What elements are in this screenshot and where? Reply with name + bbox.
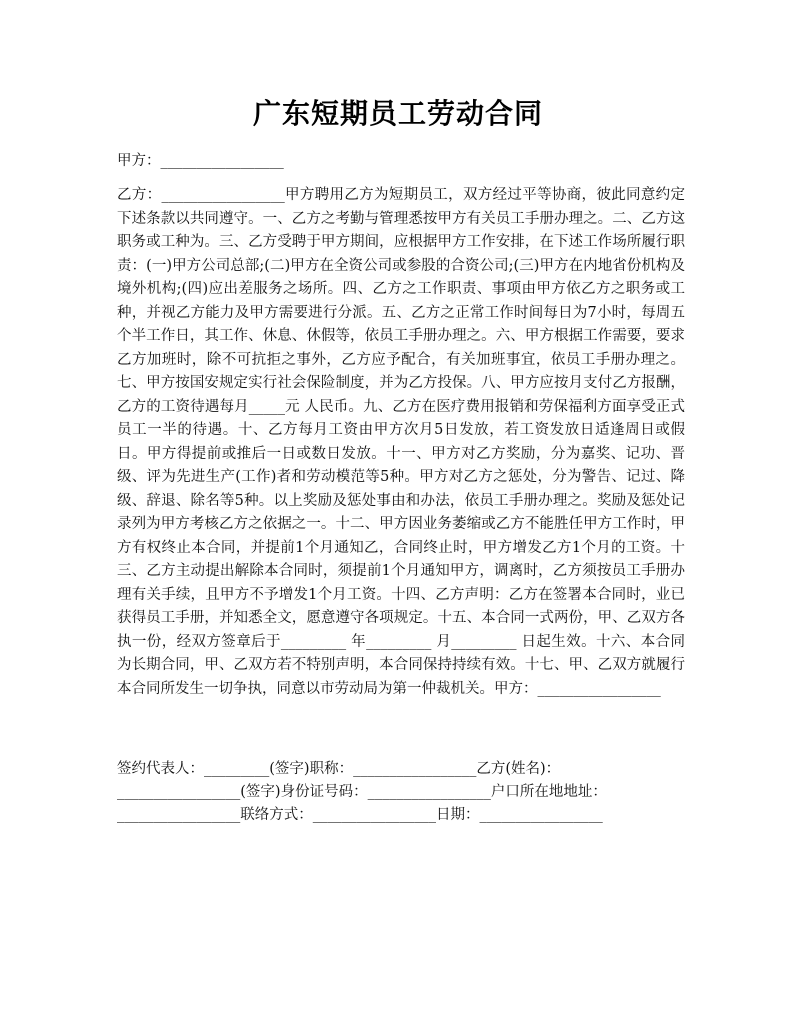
contract-body-text: 乙方：_________________甲方聘用乙方为短期员工，双方经过平等协商，彼此同意约定下述条款以共同遵守。一、乙方之考勤与管理悉按甲方有关员工手册办理之。二、乙方这职务或工种为。三、乙方受聘于甲方期间，应根据甲方工作安排，在下述工作场所履行职责：(一)甲方公司总部;(二)甲方在全资公司或参股的合资公司;(三)甲方在内地省份机构及境外机构;(四)应出差服务之场所。四、乙方之工作职责、事项由甲方依乙方之职务或工种，并视乙方能力及甲方需要进行分派。五、乙方之正常工作时间每日为7小时，每周五个半工作日，其工作、休息、休假等，依员工手册办理之。六、甲方根据工作需要，要求乙方加班时，除不可抗拒之事外，乙方应予配合，有关加班事宜，依员工手册办理之。七、甲方按国安规定实行社会保险制度，并为乙方投保。八、甲方应按月支付乙方报酬，乙方的工资待遇每月_____元 人民币。九、乙方在医疗费用报销和劳保福利方面享受正式员工一半的待遇。十、乙方每月工资由甲方次月5日发放，若工资发放日适逢周日或假日。甲方得提前或推后一日或数日发放。十一、甲方对乙方奖励，分为嘉奖、记功、晋级、评为先进生产(工作)者和劳动模范等5种。甲方对乙方之惩处，分为警告、记过、降级、辞退、除名等5种。以上奖励及惩处事由和办法，依员工手册办理之。奖励及惩处记录列为甲方考核乙方之依据之一。十二、甲方因业务萎缩或乙方不能胜任甲方工作时，甲方有权终止本合同，并提前1个月通知乙，合同终止时，甲方增发乙方1个月的工资。十三、乙方主动提出解除本合同时，须提前1个月通知甲方，调离时，乙方须按员工手册办理有关手续，且甲方不予增发1个月工资。十四、乙方声明：乙方在签署本合同时，业已获得员工手册，并知悉全文，愿意遵守各项规定。十五、本合同一式两份，甲、乙双方各执一份，经双方签章后于_________ 年_________ 月_________ 日起生效。十六、本合同为长期合同，甲、乙双方若不特别声明，本合同保持持续有效。十七、甲、乙双方就履行本合同所发生一切争执，同意以市劳动局为第一仲裁机关。甲方：_________________ [117, 187, 685, 697]
signature-line-2: _________________(签字)身份证号码：_________________户口所在地地址： [117, 784, 607, 800]
signature-line-1: 签约代表人：_________(签字)职称：_________________乙方(姓名)： [117, 761, 561, 777]
page-title: 广东短期员工劳动合同 [252, 97, 543, 130]
party-a-line: 甲方：_________________ [117, 153, 284, 169]
signature-line-3: _________________联络方式：_________________日期：_________________ [117, 807, 603, 823]
